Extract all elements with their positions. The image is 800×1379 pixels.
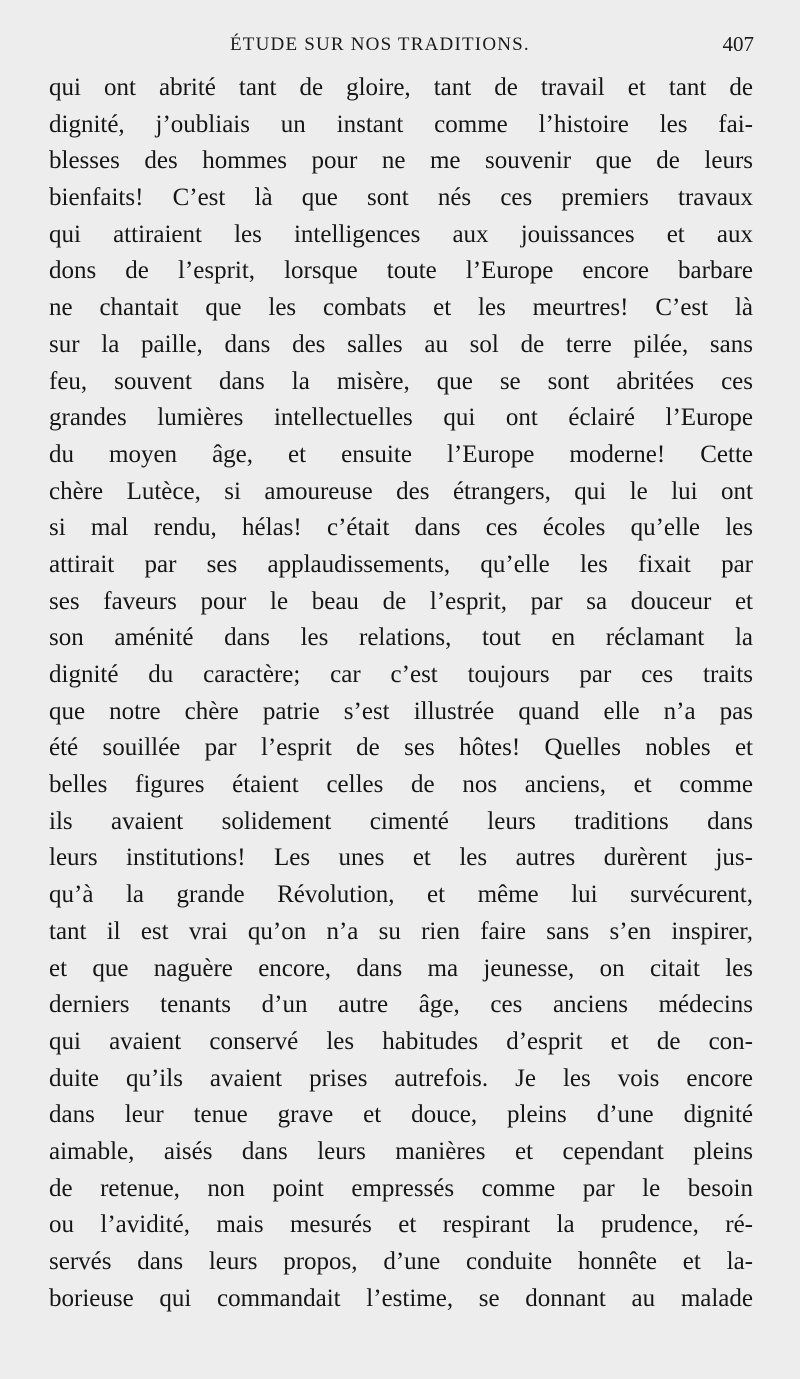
text-line: qui ont abrité tant de gloire, tant de travail et tant de bbox=[49, 74, 753, 101]
text-line: leurs institutions! Les unes et les autres durèrent jus- bbox=[49, 844, 753, 872]
text-line: et que naguère encore, dans ma jeunesse, on citait les bbox=[49, 954, 753, 982]
page-number: 407 bbox=[722, 32, 754, 56]
text-line: dignité du caractère; car c’est toujours par ces traits bbox=[49, 661, 753, 688]
text-line: aimable, aisés dans leurs manières et cependant pleins bbox=[49, 1137, 753, 1165]
text-line: du moyen âge, et ensuite l’Europe moderne! Cette bbox=[49, 440, 753, 468]
text-line: duite qu’ils avaient prises autrefois. Je les vois encore bbox=[49, 1064, 753, 1092]
text-line: qu’à la grande Révolution, et même lui survécurent, bbox=[49, 881, 753, 909]
text-line: son aménité dans les relations, tout en réclamant la bbox=[49, 624, 753, 652]
text-line: qui avaient conservé les habitudes d’esprit et de con- bbox=[49, 1027, 753, 1055]
text-line: derniers tenants d’un autre âge, ces anciens médecins bbox=[49, 991, 753, 1019]
text-line: grandes lumières intellectuelles qui ont éclairé l’Europe bbox=[49, 404, 753, 432]
text-line: que notre chère patrie s’est illustrée quand elle n’a pas bbox=[49, 697, 753, 725]
body-text bbox=[49, 70, 753, 1317]
text-line: borieuse qui commandait l’estime, se donnant au malade bbox=[49, 1284, 753, 1312]
text-line: bienfaits! C’est là que sont nés ces premiers travaux bbox=[49, 184, 753, 212]
text-line: dignité, j’oubliais un instant comme l’histoire les fai- bbox=[49, 110, 753, 138]
text-line: qui attiraient les intelligences aux jouissances et aux bbox=[49, 220, 753, 248]
text-line: feu, souvent dans la misère, que se sont abritées ces bbox=[49, 367, 753, 395]
text-line: ses faveurs pour le beau de l’esprit, par sa douceur et bbox=[49, 587, 753, 615]
text-line: dans leur tenue grave et douce, pleins d’une dignité bbox=[49, 1101, 753, 1129]
text-line: sur la paille, dans des salles au sol de terre pilée, sans bbox=[49, 330, 753, 358]
text-line: tant il est vrai qu’on n’a su rien faire sans s’en inspirer, bbox=[49, 917, 753, 945]
text-line: ne chantait que les combats et les meurtres! C’est là bbox=[49, 294, 753, 322]
text-line: attirait par ses applaudissements, qu’elle les fixait par bbox=[49, 550, 753, 578]
text-line: été souillée par l’esprit de ses hôtes! Quelles nobles et bbox=[49, 734, 753, 762]
text-line: belles figures étaient celles de nos anciens, et comme bbox=[49, 771, 753, 799]
text-line: blesses des hommes pour ne me souvenir que de leurs bbox=[49, 147, 753, 175]
text-line: dons de l’esprit, lorsque toute l’Europe encore barbare bbox=[49, 257, 753, 285]
text-line: chère Lutèce, si amoureuse des étrangers, qui le lui ont bbox=[49, 477, 753, 505]
text-line: ils avaient solidement cimenté leurs traditions dans bbox=[49, 807, 753, 835]
text-line: si mal rendu, hélas! c’était dans ces écoles qu’elle les bbox=[49, 514, 753, 542]
running-title: ÉTUDE SUR NOS TRADITIONS. bbox=[230, 34, 530, 55]
text-line: ou l’avidité, mais mesurés et respirant la prudence, ré- bbox=[49, 1211, 753, 1239]
text-line: de retenue, non point empressés comme par le besoin bbox=[49, 1174, 753, 1202]
text-line: servés dans leurs propos, d’une conduite honnête et la- bbox=[49, 1248, 753, 1275]
